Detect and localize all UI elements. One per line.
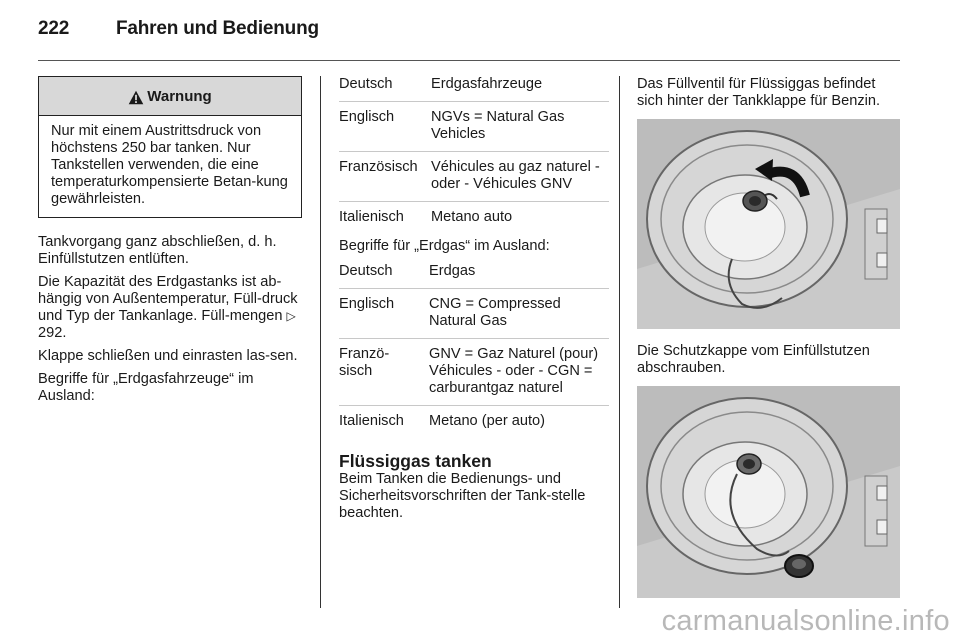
filler-cap-image bbox=[637, 386, 900, 598]
vehicle-terms-table bbox=[339, 76, 609, 234]
table-row bbox=[339, 263, 609, 289]
term-cell: Metano (per auto) bbox=[429, 413, 546, 429]
page-reference[interactable]: 292. bbox=[38, 325, 67, 341]
term-cell: CNG = Compressed Natural Gas bbox=[429, 296, 561, 329]
paragraph-capacity bbox=[38, 274, 304, 342]
table-row bbox=[339, 339, 609, 406]
language-cell: Englisch bbox=[339, 109, 395, 125]
warning-box bbox=[38, 76, 302, 218]
language-cell: Französisch bbox=[339, 159, 418, 175]
term-cell: GNV = Gaz Naturel (pour) Véhicules - oder - CGN = carburantgaz naturel bbox=[429, 346, 599, 396]
column-divider-1 bbox=[320, 76, 321, 608]
page-number: 222 bbox=[38, 18, 70, 39]
column-middle bbox=[339, 76, 609, 522]
table-row bbox=[339, 202, 609, 235]
language-cell: Deutsch bbox=[339, 76, 393, 92]
term-cell: Metano auto bbox=[431, 209, 513, 225]
language-cell: Italienisch bbox=[339, 209, 404, 225]
fuel-flap-valve-image bbox=[637, 119, 900, 329]
paragraph-fill-valve: Das Füllventil für Flüssiggas befindet sich hinter der Tankklappe für Benzin. bbox=[637, 76, 881, 109]
chapter-title: Fahren und Bedienung bbox=[116, 18, 319, 39]
table-row bbox=[339, 76, 609, 102]
warning-header bbox=[39, 77, 301, 116]
language-cell: Italienisch bbox=[339, 413, 404, 429]
language-cell: Franzö-sisch bbox=[339, 346, 390, 379]
section-heading-lpg: Flüssiggas tanken bbox=[339, 451, 492, 471]
header-rule bbox=[38, 60, 900, 61]
column-divider-2 bbox=[619, 76, 620, 608]
filler-cap-photo bbox=[637, 386, 900, 598]
page-header bbox=[38, 18, 319, 40]
paragraph-vent: Tankvorgang ganz abschließen, d. h. Einfüllstutzen entlüften. bbox=[38, 234, 277, 267]
paragraph-unscrew-cap: Die Schutzkappe vom Einfüllstutzen abschrauben. bbox=[637, 343, 870, 376]
term-cell: NGVs = Natural Gas Vehicles bbox=[431, 109, 565, 142]
warning-text: Nur mit einem Austrittsdruck von höchstens 250 bar tanken. Nur Tankstellen verwenden, die eine temperaturkompensierte Betan-kung gewährleisten. bbox=[51, 123, 288, 207]
page-reference-arrow-icon[interactable]: ▷ bbox=[286, 309, 296, 323]
table-row bbox=[339, 406, 609, 439]
table-row bbox=[339, 289, 609, 339]
paragraph-terms-vehicles: Begriffe für „Erdgasfahrzeuge“ im Ausland: bbox=[38, 371, 254, 404]
term-cell: Erdgasfahrzeuge bbox=[431, 76, 543, 92]
watermark: carmanualsonline.info bbox=[661, 605, 950, 637]
language-cell: Deutsch bbox=[339, 263, 393, 279]
warning-title: Warnung bbox=[147, 87, 212, 105]
term-cell: Véhicules au gaz naturel - oder - Véhicules GNV bbox=[431, 159, 600, 192]
paragraph-close-flap: Klappe schließen und einrasten las-sen. bbox=[38, 348, 298, 364]
fuel-flap-photo bbox=[637, 119, 900, 329]
term-cell: Erdgas bbox=[429, 263, 476, 279]
gas-terms-table bbox=[339, 263, 609, 438]
paragraph-terms-gas: Begriffe für „Erdgas“ im Ausland: bbox=[339, 238, 550, 254]
capacity-text: Die Kapazität des Erdgastanks ist ab-hängig von Außentemperatur, Füll-druck und Typ der Tankanlage. Füll-mengen bbox=[38, 274, 298, 324]
table-row bbox=[339, 102, 609, 152]
table-row bbox=[339, 152, 609, 202]
column-left bbox=[38, 76, 304, 405]
column-right bbox=[637, 76, 902, 598]
paragraph-lpg: Beim Tanken die Bedienungs- und Sicherheitsvorschriften der Tank-stelle beachten. bbox=[339, 471, 586, 521]
warning-triangle-icon bbox=[128, 90, 144, 105]
language-cell: Englisch bbox=[339, 296, 395, 312]
